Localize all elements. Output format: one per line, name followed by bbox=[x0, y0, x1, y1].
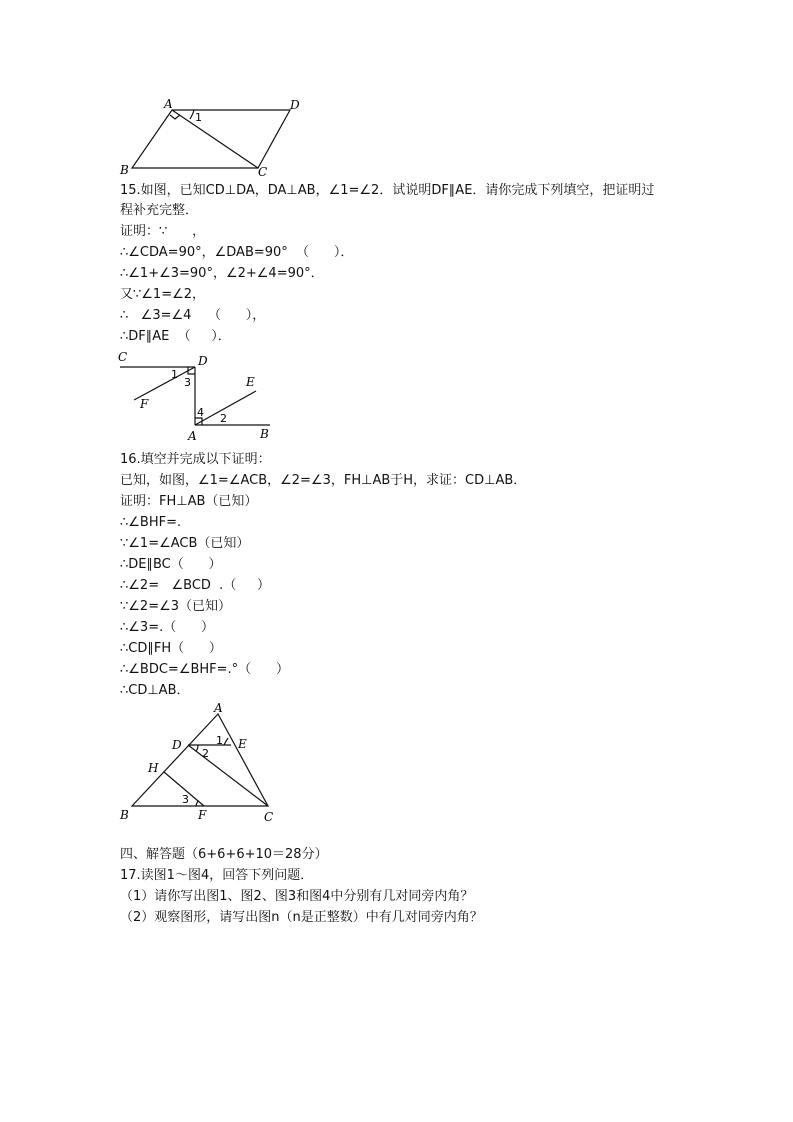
diagonal-ac bbox=[172, 110, 258, 168]
label-a: A bbox=[214, 701, 223, 715]
label-angle-1: 1 bbox=[171, 368, 178, 381]
q17-line: 17.读图1～图4，回答下列问题． bbox=[120, 868, 314, 883]
label-f: F bbox=[140, 397, 149, 411]
label-angle-2: 2 bbox=[220, 412, 227, 425]
q16-step2: ∴∠BHF=. bbox=[120, 515, 182, 530]
q15-line1: 15.如图，已知CD⊥DA，DA⊥AB，∠1=∠2．试说明DF∥AE．请你完成下列填空，把证明过 bbox=[120, 183, 655, 198]
angle-arc-1 bbox=[190, 110, 194, 119]
q15-step2: ∴∠CDA=90°，∠DAB=90° （ ）． bbox=[120, 245, 354, 260]
q17-part1: （1）请你写出图1、图2、图3和图4中分别有几对同旁内角？ bbox=[120, 889, 474, 904]
q15-step3: ∴∠1+∠3=90°，∠2+∠4=90°． bbox=[120, 266, 324, 281]
figure-triangle bbox=[110, 700, 290, 828]
q16-step4: ∴DE∥BC（ ） bbox=[120, 557, 222, 572]
q16-line2: 已知，如图，∠1=∠ACB，∠2=∠3，FH⊥AB于H，求证：CD⊥AB． bbox=[120, 473, 527, 488]
q15-step5: ∴ ∠3=∠4 （ ）， bbox=[120, 308, 266, 323]
figure-parallelogram bbox=[110, 92, 320, 182]
parallelogram-abcd bbox=[132, 110, 290, 168]
q16-step5: ∴∠2= ∠BCD .（ ） bbox=[120, 578, 270, 593]
angle-arc-2 bbox=[196, 745, 198, 751]
label-c: C bbox=[118, 350, 128, 364]
label-d: D bbox=[290, 98, 300, 112]
angle-arc-1 bbox=[224, 738, 228, 745]
q15-step1: 证明：∵ ， bbox=[120, 224, 206, 239]
q15-step4: 又∵∠1=∠2， bbox=[120, 287, 206, 302]
right-angle-mark bbox=[170, 115, 180, 119]
label-f: F bbox=[198, 808, 207, 822]
q15-step6: ∴DF∥AE （ ）． bbox=[120, 329, 231, 344]
q16-step9: ∴∠BDC=∠BHF=.°（ ） bbox=[120, 662, 289, 677]
label-angle-2: 2 bbox=[202, 747, 209, 760]
q16-step6: ∵∠2=∠3（已知） bbox=[120, 599, 232, 614]
label-b: B bbox=[120, 808, 129, 822]
triangle-abc bbox=[132, 714, 268, 806]
label-b: B bbox=[260, 427, 269, 441]
label-c: C bbox=[258, 165, 268, 179]
section-4-title: 四、解答题（6+6+6+10＝28分） bbox=[120, 847, 328, 862]
figure-q15 bbox=[110, 348, 290, 444]
label-e: E bbox=[238, 737, 247, 751]
label-angle-4: 4 bbox=[197, 406, 204, 419]
q16-line1: 16.填空并完成以下证明： bbox=[120, 452, 271, 467]
label-a: A bbox=[164, 97, 173, 111]
label-d: D bbox=[172, 738, 182, 752]
label-a: A bbox=[188, 429, 197, 443]
label-e: E bbox=[246, 375, 255, 389]
q16-step3: ∵∠1=∠ACB（已知） bbox=[120, 536, 250, 551]
label-angle-3: 3 bbox=[184, 376, 191, 389]
q16-step7: ∴∠3=.（ ） bbox=[120, 620, 215, 635]
q17-part2: （2）观察图形，请写出图n（n是正整数）中有几对同旁内角？ bbox=[120, 910, 483, 925]
segment-dc bbox=[188, 745, 268, 806]
label-angle-1: 1 bbox=[195, 111, 202, 124]
label-b: B bbox=[120, 163, 129, 177]
label-angle-1: 1 bbox=[216, 734, 223, 747]
q15-line2: 程补充完整． bbox=[120, 203, 199, 218]
label-c: C bbox=[264, 810, 274, 824]
label-angle-3: 3 bbox=[182, 793, 189, 806]
q16-step8: ∴CD∥FH（ ） bbox=[120, 641, 222, 656]
label-h: H bbox=[148, 761, 159, 775]
q16-step1: 证明：FH⊥AB（已知） bbox=[120, 494, 258, 509]
label-d: D bbox=[198, 354, 208, 368]
q16-step10: ∴CD⊥AB． bbox=[120, 683, 190, 698]
